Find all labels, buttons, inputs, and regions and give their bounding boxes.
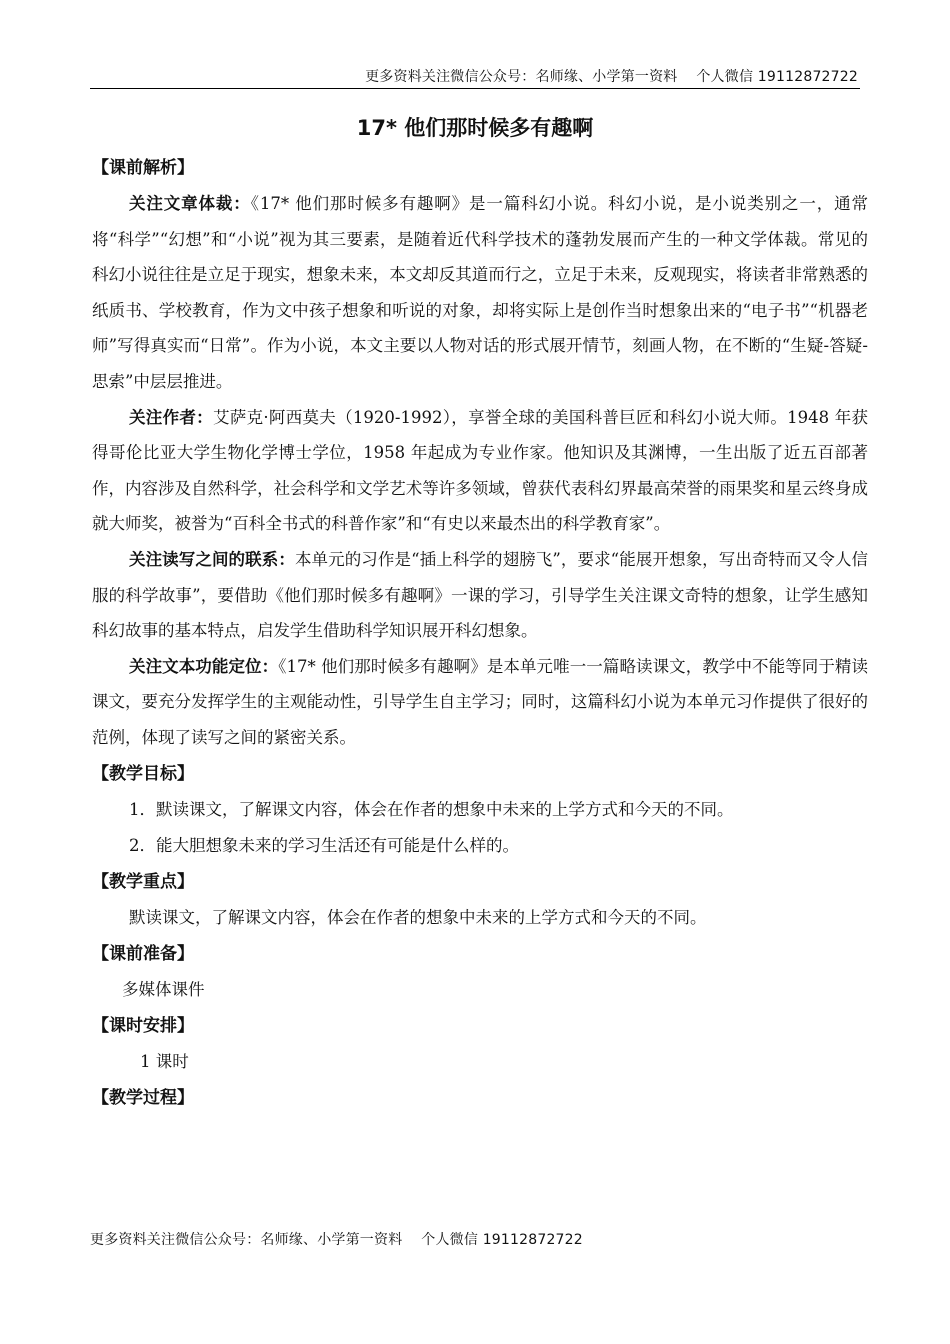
paragraph-lead: 关注读写之间的联系： — [129, 549, 295, 569]
page-title: 17* 他们那时候多有趣啊 — [356, 116, 594, 140]
prep-text: 多媒体课件 — [122, 979, 205, 999]
footer-note: 更多资料关注微信公众号：名师缘、小学第一资料 个人微信 19112872722 — [90, 1232, 583, 1248]
paragraph-text: 《17* 他们那时候多有趣啊》是一篇科幻小说。科幻小说，是小说类别之一，通常将“科学”“幻想”和“小说”视为其三要素，是随着近代科学技术的蓬勃发展而产生的一种文学体裁。常见的科幻小说往往是立足于现实，想象未来，本文却反其道而行之，立足于未来，反观现实，将读者非常熟悉的纸质书、学校教育，作为文中孩子想象和听说的对象，却将实际上是创作当时想象出来的“电子书”“机器老师”写得真实而“日常”。作为小说，本文主要以人物对话的形式展开情节，刻画人物，在不断的“生疑-答疑-思索”中层层推进。 — [92, 194, 869, 391]
paragraph-lead: 关注作者： — [129, 407, 213, 427]
paragraph-author — [92, 400, 868, 542]
header-divider — [90, 88, 860, 89]
goal-item: 1．默读课文，了解课文内容，体会在作者的想象中未来的上学方式和今天的不同。 — [129, 799, 734, 819]
paragraph-text: 《17* 他们那时候多有趣啊》是本单元唯一一篇略读课文，教学中不能等同于精读课文，要充分发挥学生的主观能动性，引导学生自主学习；同时，这篇科幻小说为本单元习作提供了很好的范例，体现了读写之间的紧密关系。 — [92, 656, 868, 747]
paragraph-text: 艾萨克·阿西莫夫（1920-1992），享誉全球的美国科普巨匠和科幻小说大师。1948 年获得哥伦比亚大学生物化学博士学位，1958 年起成为专业作家。他知识及其渊博，一生出版了近五百部著作，内容涉及自然科学，社会科学和文学艺术等许多领域，曾获代表科幻界最高荣誉的雨果奖和星云终身成就大师奖，被誉为“百科全书式的科普作家”和“有史以来最杰出的科学教育家”。 — [92, 407, 869, 534]
section-heading-process: 【教学过程】 — [92, 1087, 194, 1108]
paragraph-genre — [92, 186, 868, 400]
section-heading-analysis: 【课前解析】 — [92, 158, 194, 178]
document-body — [92, 150, 868, 1116]
focus-text: 默读课文，了解课文内容，体会在作者的想象中未来的上学方式和今天的不同。 — [129, 907, 707, 927]
paragraph-reading-writing — [92, 542, 868, 649]
goal-item: 2．能大胆想象未来的学习生活还有可能是什么样的。 — [129, 835, 519, 855]
section-heading-focus: 【教学重点】 — [92, 871, 194, 892]
schedule-text: 1 课时 — [140, 1051, 189, 1071]
paragraph-lead: 关注文章体裁： — [129, 194, 251, 213]
paragraph-text: 本单元的习作是“插上科学的翅膀飞”，要求“能展开想象，写出奇特而又令人信服的科学故事”，要借助《他们那时候多有趣啊》一课的学习，引导学生关注课文奇特的想象，让学生感知科幻故事的基本特点，启发学生借助科学知识展开科幻想象。 — [92, 549, 869, 641]
section-heading-goals: 【教学目标】 — [92, 763, 194, 784]
header-note: 更多资料关注微信公众号：名师缘、小学第一资料 个人微信 19112872722 — [365, 69, 858, 85]
paragraph-text-function — [92, 649, 868, 756]
paragraph-lead: 关注文本功能定位： — [129, 656, 279, 676]
section-heading-schedule: 【课时安排】 — [92, 1015, 194, 1036]
section-heading-prep: 【课前准备】 — [92, 943, 194, 964]
